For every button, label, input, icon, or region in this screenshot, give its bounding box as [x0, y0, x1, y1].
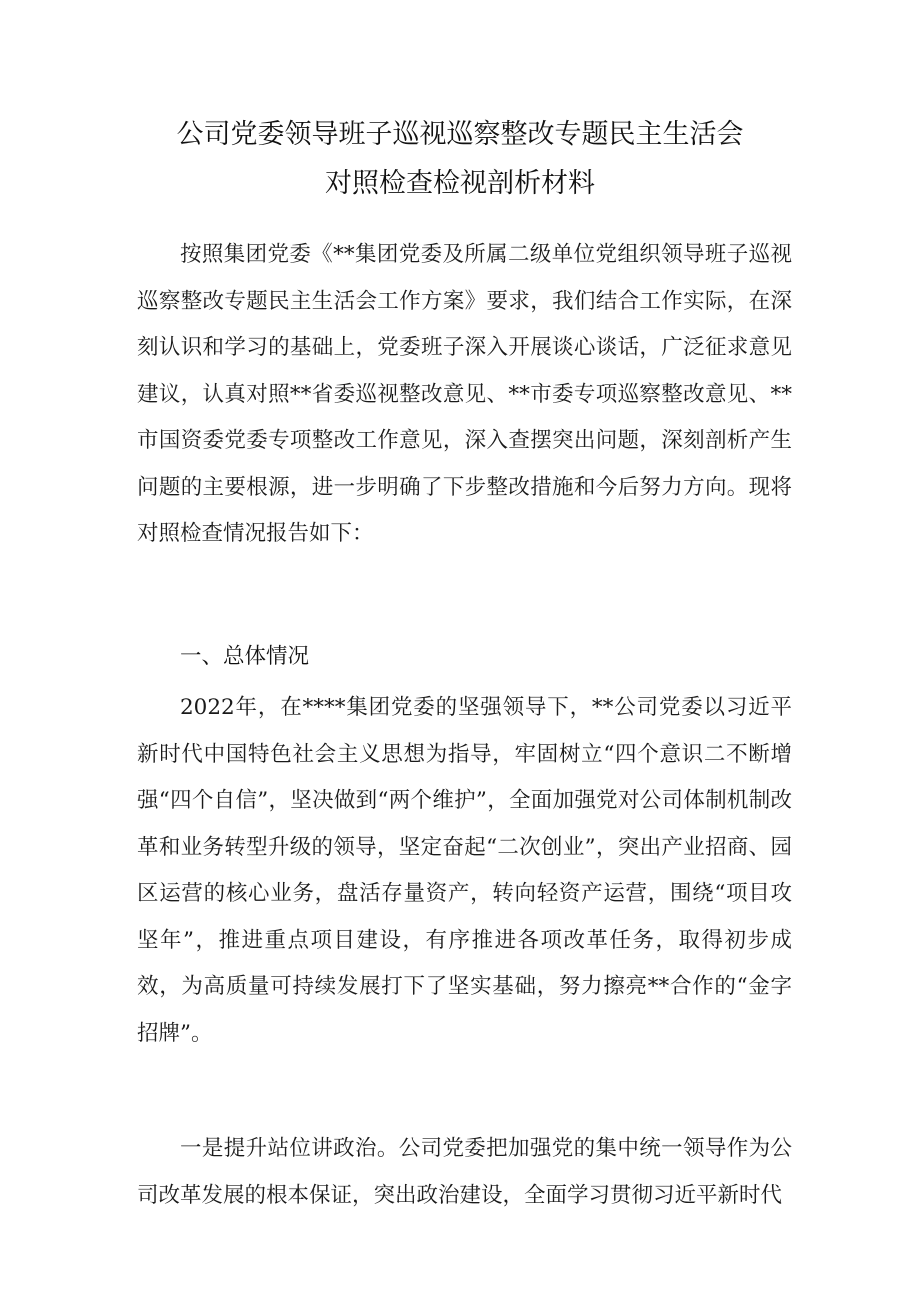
section-heading-overview: 一、总体情况	[180, 644, 310, 669]
point-one-section	[137, 1126, 792, 1219]
document-title-line-2: 对照检查检视剖析材料	[325, 168, 595, 199]
overview-paragraph: 2022年，在****集团党委的坚强领导下，**公司党委以习近平新时代中国特色社会主义思想为指导，牢固树立“四个意识二不断增强“四个自信”，坚决做到“两个维护”，全面加强党对公司体制机制改革和业务转型升级的领导，坚定奋起“二次创业”，突出产业招商、园区运营的核心业务，盘活存量资产，转向轻资产运营，围绕“项目攻坚年”，推进重点项目建设，有序推进各项改革任务，取得初步成效，为高质量可持续发展打下了坚实基础，努力擦亮**合作的“金字招牌”。	[137, 695, 792, 1046]
intro-paragraph: 按照集团党委《**集团党委及所属二级单位党组织领导班子巡视巡察整改专题民主生活会工作方案》要求，我们结合工作实际，在深刻认识和学习的基础上，党委班子深入开展谈心谈话，广泛征求意见建议，认真对照**省委巡视整改意见、**市委专项巡察整改意见、**市国资委党委专项整改工作意见，深入查摆突出问题，深刻剖析产生问题的主要根源，进一步明确了下步整改措施和今后努力方向。现将对照检查情况报告如下：	[137, 242, 792, 546]
document-title	[0, 110, 920, 208]
document-title-line-1: 公司党委领导班子巡视巡察整改专题民主生活会	[176, 119, 744, 150]
intro-section	[137, 232, 792, 558]
overview-section	[137, 685, 792, 1057]
point-one-paragraph: 一是提升站位讲政治。公司党委把加强党的集中统一领导作为公司改革发展的根本保证，突出政治建设，全面学习贯彻习近平新时代	[137, 1136, 792, 1208]
